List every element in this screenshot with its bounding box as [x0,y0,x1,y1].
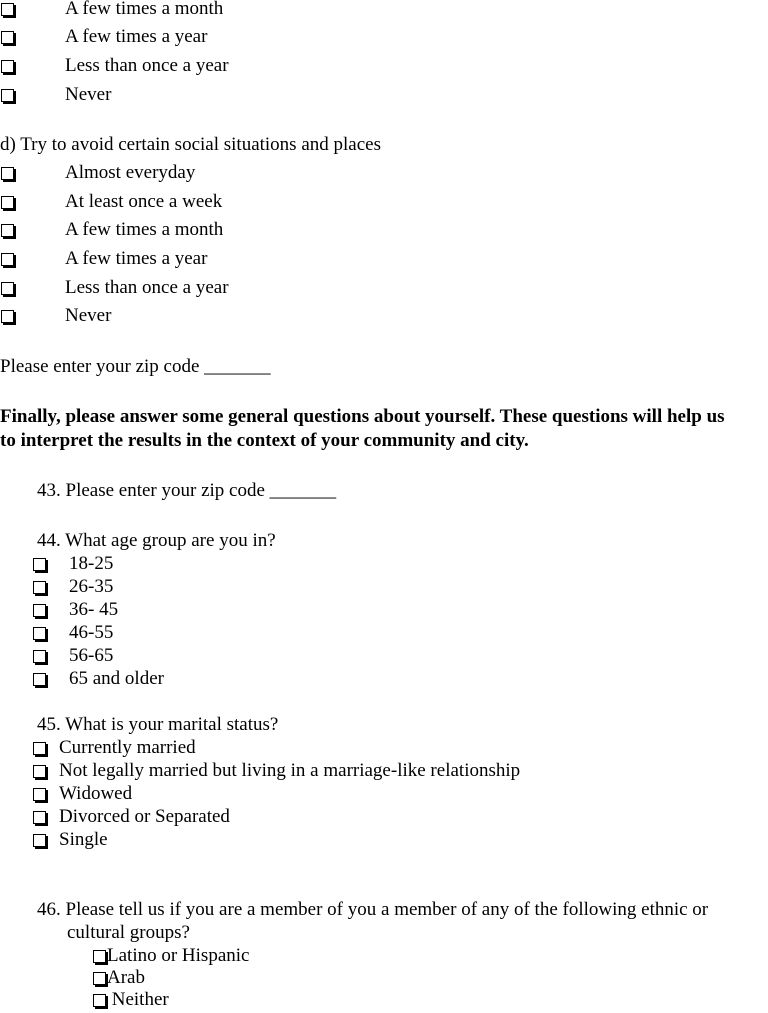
checkbox-icon[interactable] [1,282,14,295]
checkbox-icon[interactable] [1,310,14,323]
checkbox-icon[interactable] [33,742,46,755]
checkbox-icon[interactable] [93,994,106,1007]
checkbox-icon[interactable] [1,196,14,209]
checkbox-icon[interactable] [33,788,46,801]
checkbox-icon[interactable] [33,558,46,571]
checkbox-icon[interactable] [33,581,46,594]
question-43-zip[interactable]: 43. Please enter your zip code _______ [37,480,337,501]
checkbox-icon[interactable] [33,834,46,847]
checkbox-icon[interactable] [33,627,46,640]
checkbox-icon[interactable] [93,950,106,963]
checkbox-icon[interactable] [1,253,14,266]
zip-code-prompt[interactable]: Please enter your zip code _______ [0,356,271,377]
checkbox-icon[interactable] [33,811,46,824]
checkbox-icon[interactable] [1,224,14,237]
checkbox-icon[interactable] [1,167,14,180]
checkbox-icon[interactable] [33,673,46,686]
survey-page: A few times a month A few times a year Less than once a year Never d) Try to avoid certain social situations and places Almost everyday At least once a week A few times a month A few times a year Less than once a year Never Please enter your zip code _______ Finally, please answer some general questions about yourself. These questions will help us to interpret the results in the context of your community and city. 43. Please enter your zip code _______ 44. What age group are you in? 18-25 26-35 36- 45 46-55 56-65 65 and older 45. What is your marital status? Currently married Not legally married but living in a marriage-like relationship Widowed Divorced or Separated Single 46. Please tell us if you are a member of you a member of any of the following ethnic or cultural groups? Latino or Hispanic Arab Neither [0,0,725,1010]
question-44: 44. What age group are you in? [37,530,276,551]
checkbox-icon[interactable] [33,765,46,778]
question-46-line-2: cultural groups? [67,922,190,943]
checkbox-icon[interactable] [1,3,14,16]
checkbox-icon[interactable] [1,89,14,102]
checkbox-icon[interactable] [33,650,46,663]
general-intro-line-1: Finally, please answer some general questions about yourself. These questions will help us [0,406,725,427]
checkbox-icon[interactable] [1,31,14,44]
question-46-line-1: 46. Please tell us if you are a member of you a member of any of the following ethnic or [37,899,709,920]
checkbox-icon[interactable] [1,60,14,73]
question-45: 45. What is your marital status? [37,714,279,735]
checkbox-icon[interactable] [33,604,46,617]
checkbox-icon[interactable] [93,972,106,985]
section-d-question: d) Try to avoid certain social situations and places [0,134,381,155]
general-intro-line-2: to interpret the results in the context of your community and city. [0,430,529,451]
